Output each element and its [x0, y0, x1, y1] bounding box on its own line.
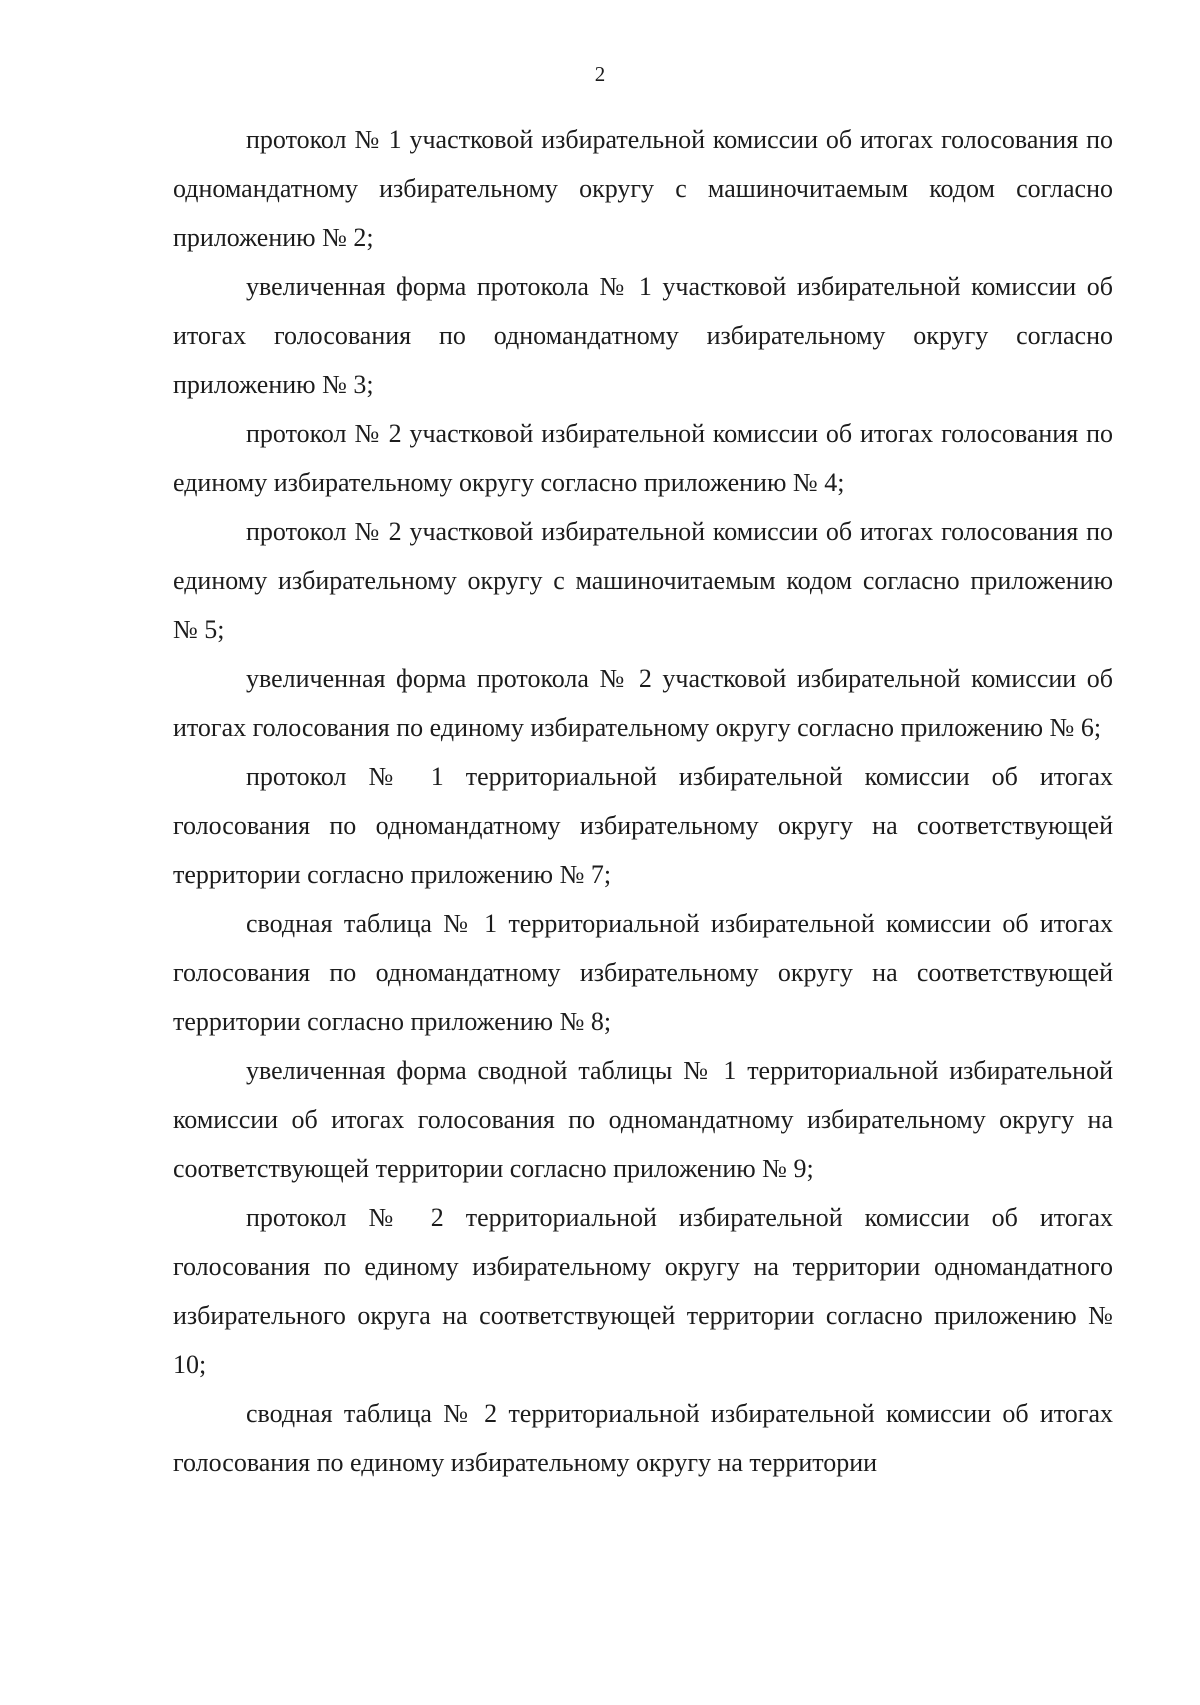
paragraph-protocol-1-tik: протокол № 1 территориальной избирательной комиссии об итогах голосования по одномандатному избирательному округу на соответствующей территории согласно приложению № 7;	[173, 762, 1113, 889]
paragraph-enlarged-protocol-1-uik: увеличенная форма протокола № 1 участковой избирательной комиссии об итогах голосования по одномандатному избирательному округу согласно приложению № 3;	[173, 272, 1113, 399]
paragraph-protocol-2-uik: протокол № 2 участковой избирательной комиссии об итогах голосования по единому избирательному округу согласно приложению № 4;	[173, 419, 1113, 497]
document-body	[173, 115, 1113, 1487]
paragraph-protocol-1-uik-machine-readable: протокол № 1 участковой избирательной комиссии об итогах голосования по одномандатному избирательному округу с машиночитаемым кодом согласно приложению № 2;	[173, 125, 1113, 252]
paragraph-enlarged-summary-table-1-tik: увеличенная форма сводной таблицы № 1 территориальной избирательной комиссии об итогах голосования по одномандатному избирательному округу на соответствующей территории согласно приложению № 9;	[173, 1056, 1113, 1183]
paragraph-protocol-2-tik: протокол № 2 территориальной избирательной комиссии об итогах голосования по единому избирательному округу на территории одномандатного избирательного округа на соответствующей территории согласно приложению № 10;	[173, 1203, 1113, 1379]
paragraph-enlarged-protocol-2-uik: увеличенная форма протокола № 2 участковой избирательной комиссии об итогах голосования по единому избирательному округу согласно приложению № 6;	[173, 664, 1113, 742]
paragraph-protocol-2-uik-machine-readable: протокол № 2 участковой избирательной комиссии об итогах голосования по единому избирательному округу с машиночитаемым кодом согласно приложению № 5;	[173, 517, 1113, 644]
page-number: 2	[594, 62, 606, 86]
paragraph-summary-table-2-tik: сводная таблица № 2 территориальной избирательной комиссии об итогах голосования по единому избирательному округу на территории	[173, 1399, 1113, 1477]
paragraph-summary-table-1-tik: сводная таблица № 1 территориальной избирательной комиссии об итогах голосования по одномандатному избирательному округу на соответствующей территории согласно приложению № 8;	[173, 909, 1113, 1036]
